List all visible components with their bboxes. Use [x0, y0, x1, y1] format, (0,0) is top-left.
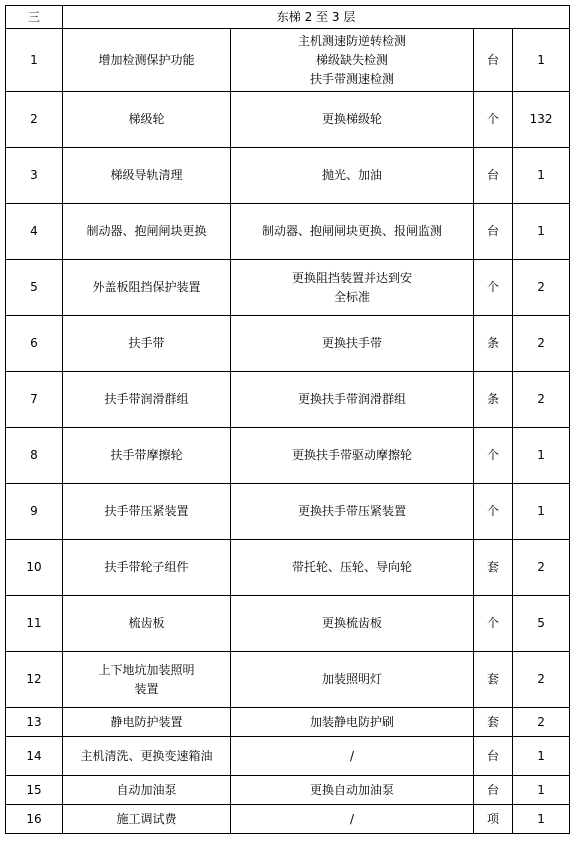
item-name: [63, 92, 231, 148]
unit: 个: [474, 596, 513, 652]
quantity: 1: [513, 776, 570, 805]
item-name: [63, 708, 231, 737]
table-row: [6, 316, 570, 372]
item-name: [63, 260, 231, 316]
table-row: [6, 652, 570, 708]
work-content: [231, 596, 474, 652]
quantity: 5: [513, 596, 570, 652]
item-name: [63, 204, 231, 260]
row-number: 15: [6, 776, 63, 805]
item-name: [63, 776, 231, 805]
item-name: [63, 596, 231, 652]
row-number: 8: [6, 428, 63, 484]
unit: 套: [474, 540, 513, 596]
unit: 台: [474, 29, 513, 92]
table-row: [6, 148, 570, 204]
row-number: 2: [6, 92, 63, 148]
item-name: [63, 540, 231, 596]
work-content-line: 加装静电防护刷: [309, 714, 394, 729]
row-number: 10: [6, 540, 63, 596]
work-content: [231, 708, 474, 737]
item-name-line: 扶手带润滑群组: [104, 392, 189, 406]
item-name-line: 梯级导轨清理: [110, 168, 183, 182]
work-content: [231, 29, 474, 92]
quantity: 1: [513, 484, 570, 540]
row-number: 1: [6, 29, 63, 92]
row-number: 9: [6, 484, 63, 540]
section-index: 三: [6, 6, 63, 29]
item-name: [63, 148, 231, 204]
unit: 条: [474, 372, 513, 428]
item-name-line: 扶手带轮子组件: [104, 560, 189, 574]
maintenance-table: [5, 5, 570, 834]
item-name: [63, 737, 231, 776]
item-name-line: 装置: [134, 681, 159, 696]
work-content: [231, 92, 474, 148]
row-number: 14: [6, 737, 63, 776]
work-content-line: 更换梳齿板: [321, 616, 382, 630]
row-number: 4: [6, 204, 63, 260]
item-name-line: 外盖板阻挡保护装置: [92, 280, 201, 294]
table-row: [6, 92, 570, 148]
quantity: 132: [513, 92, 570, 148]
unit: 套: [474, 708, 513, 737]
section-title: 东梯 2 至 3 层: [63, 6, 570, 29]
row-number: 11: [6, 596, 63, 652]
work-content: [231, 148, 474, 204]
unit: 台: [474, 204, 513, 260]
quantity: 2: [513, 316, 570, 372]
unit: 套: [474, 652, 513, 708]
table-row: [6, 372, 570, 428]
work-content: [231, 204, 474, 260]
work-content-line: 更换扶手带润滑群组: [297, 392, 406, 406]
row-number: 13: [6, 708, 63, 737]
table-row: [6, 776, 570, 805]
work-content-line: 全标准: [333, 289, 370, 304]
table-row: [6, 428, 570, 484]
work-content: [231, 484, 474, 540]
work-content-line: 主机测速防逆转检测: [297, 33, 406, 48]
item-name: [63, 372, 231, 428]
table-row: [6, 260, 570, 316]
unit: 台: [474, 776, 513, 805]
unit: 个: [474, 484, 513, 540]
unit: 台: [474, 148, 513, 204]
item-name: [63, 428, 231, 484]
unit: 条: [474, 316, 513, 372]
quantity: 1: [513, 737, 570, 776]
unit: 个: [474, 260, 513, 316]
work-content: [231, 652, 474, 708]
work-content-line: 更换梯级轮: [321, 112, 382, 126]
item-name: [63, 316, 231, 372]
work-content-line: 扶手带测速检测: [309, 71, 394, 86]
item-name-line: 梯级轮: [128, 112, 165, 126]
work-content-line: 制动器、抱闸闸块更换、报闸监测: [261, 224, 442, 238]
table-row: [6, 540, 570, 596]
unit: 台: [474, 737, 513, 776]
quantity: 1: [513, 204, 570, 260]
item-name: [63, 652, 231, 708]
work-content: [231, 260, 474, 316]
quantity: 1: [513, 29, 570, 92]
table-row: [6, 484, 570, 540]
work-content-line: 更换扶手带驱动摩擦轮: [291, 448, 412, 462]
item-name: [63, 805, 231, 834]
work-content: [231, 372, 474, 428]
quantity: 2: [513, 372, 570, 428]
item-name-line: 制动器、抱闸闸块更换: [86, 224, 207, 238]
work-content-line: 梯级缺失检测: [315, 52, 388, 67]
table-row: [6, 805, 570, 834]
work-content-line: 更换扶手带压紧装置: [297, 504, 406, 518]
unit: 个: [474, 92, 513, 148]
quantity: 2: [513, 540, 570, 596]
table-row: [6, 708, 570, 737]
quantity: 1: [513, 428, 570, 484]
work-content: [231, 776, 474, 805]
section-header-row: [6, 6, 570, 29]
quantity: 1: [513, 805, 570, 834]
work-content: [231, 540, 474, 596]
work-content-line: 加装照明灯: [321, 672, 382, 686]
work-content-line: 更换自动加油泵: [309, 782, 394, 797]
item-name: [63, 484, 231, 540]
item-name-line: 施工调试费: [116, 811, 177, 826]
table-body: [6, 6, 570, 834]
quantity: 2: [513, 652, 570, 708]
item-name: [63, 29, 231, 92]
table-row: [6, 737, 570, 776]
item-name-line: 自动加油泵: [116, 782, 177, 797]
item-name-line: 扶手带摩擦轮: [110, 448, 183, 462]
work-content: [231, 428, 474, 484]
item-name-line: 主机清洗、更换变速箱油: [80, 748, 213, 763]
table-row: [6, 596, 570, 652]
quantity: 2: [513, 260, 570, 316]
work-content: [231, 737, 474, 776]
table-row: [6, 204, 570, 260]
unit: 个: [474, 428, 513, 484]
row-number: 7: [6, 372, 63, 428]
work-content-line: 更换阻挡装置并达到安: [291, 270, 412, 285]
work-content-line: 更换扶手带: [321, 336, 382, 350]
item-name-line: 上下地坑加装照明: [98, 662, 195, 677]
row-number: 6: [6, 316, 63, 372]
work-content-line: /: [349, 748, 355, 763]
row-number: 12: [6, 652, 63, 708]
quantity: 1: [513, 148, 570, 204]
row-number: 3: [6, 148, 63, 204]
item-name-line: 扶手带压紧装置: [104, 504, 189, 518]
work-content-line: 抛光、加油: [321, 168, 382, 182]
item-name-line: 静电防护装置: [110, 714, 183, 729]
item-name-line: 增加检测保护功能: [98, 52, 195, 67]
table-row: [6, 29, 570, 92]
row-number: 5: [6, 260, 63, 316]
unit: 项: [474, 805, 513, 834]
quantity: 2: [513, 708, 570, 737]
work-content-line: 带托轮、压轮、导向轮: [291, 560, 412, 574]
work-content-line: /: [349, 811, 355, 826]
row-number: 16: [6, 805, 63, 834]
work-content: [231, 805, 474, 834]
work-content: [231, 316, 474, 372]
item-name-line: 扶手带: [128, 336, 165, 350]
item-name-line: 梳齿板: [128, 616, 165, 630]
